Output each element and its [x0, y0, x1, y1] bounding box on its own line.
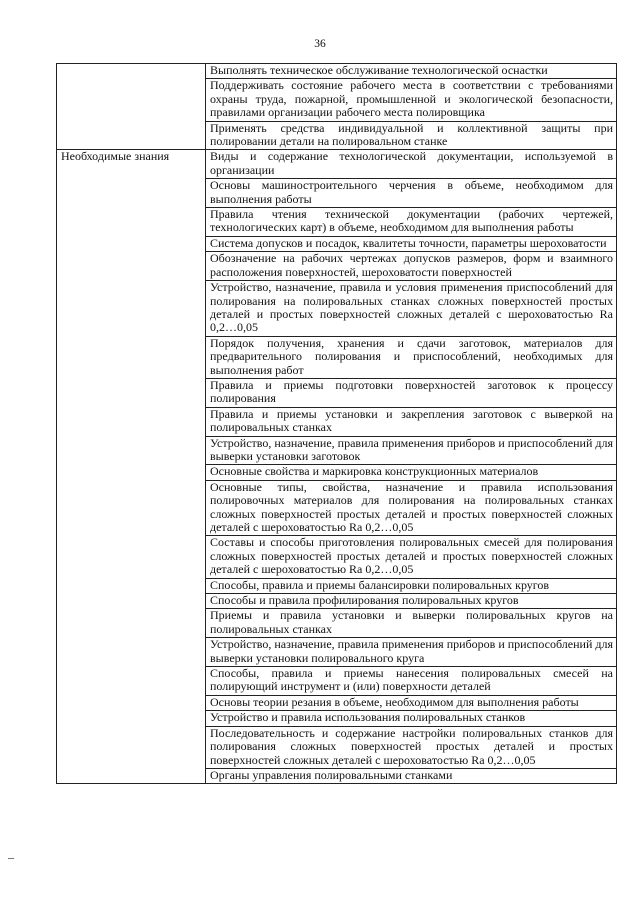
knowledge-item: Устройство, назначение, правила и условия применения приспособлений для полирования на полировальных станках сложных поверхностей простых деталей и простых поверхностей сложных деталей с шероховатостью Ra 0,2…0,05 [206, 281, 617, 337]
table-row [57, 64, 617, 79]
knowledge-item: Основные типы, свойства, назначение и правила использования полировочных материалов для полирования на полировальных станках сложных поверхностей простых деталей и простых поверхностей сложных деталей с шероховатостью Ra 0,2…0,05 [206, 480, 617, 536]
knowledge-item: Устройство и правила использования полировальных станков [206, 711, 617, 726]
knowledge-item: Основы теории резания в объеме, необходимом для выполнения работы [206, 695, 617, 710]
knowledge-item: Устройство, назначение, правила применения приборов и приспособлений для выверки установки заготовок [206, 436, 617, 465]
knowledge-item: Способы, правила и приемы нанесения полировальных смесей на полирующий инструмент и (или) поверхности деталей [206, 667, 617, 696]
knowledge-item: Основы машиностроительного черчения в объеме, необходимом для выполнения работы [206, 179, 617, 208]
scan-mark [8, 858, 14, 859]
knowledge-item: Способы, правила и приемы балансировки полировальных кругов [206, 578, 617, 593]
table-row [57, 150, 617, 179]
knowledge-item: Правила и приемы подготовки поверхностей заготовок к процессу полирования [206, 378, 617, 407]
knowledge-item: Органы управления полировальными станками [206, 768, 617, 783]
knowledge-item: Правила чтения технической документации (рабочих чертежей, технологических карт) в объеме, необходимом для выполнения работы [206, 208, 617, 237]
knowledge-label: Необходимые знания [57, 150, 206, 784]
table-cell: Поддерживать состояние рабочего места в соответствии с требованиями охраны труда, пожарной, промышленной и экологической безопасности, правилами организации рабочего места полировщика [206, 79, 617, 121]
empty-label-cell [57, 64, 206, 150]
qualification-table [56, 63, 617, 784]
knowledge-item: Правила и приемы установки и закрепления заготовок с выверкой на полировальных станках [206, 407, 617, 436]
table-cell: Применять средства индивидуальной и коллективной защиты при полировании детали на полировальном станке [206, 121, 617, 150]
knowledge-item: Виды и содержание технологической документации, используемой в организации [206, 150, 617, 179]
table-body [57, 64, 617, 784]
knowledge-item: Способы и правила профилирования полировальных кругов [206, 594, 617, 609]
knowledge-item: Порядок получения, хранения и сдачи заготовок, материалов для предварительного полирования и приспособлений, необходимых для выполнения работ [206, 336, 617, 378]
knowledge-item: Составы и способы приготовления полировальных смесей для полирования сложных поверхностей простых деталей и простых поверхностей сложных деталей с шероховатостью Ra 0,2…0,05 [206, 536, 617, 578]
knowledge-item: Приемы и правила установки и выверки полировальных кругов на полировальных станках [206, 609, 617, 638]
knowledge-item: Обозначение на рабочих чертежах допусков размеров, форм и взаимного расположения поверхностей, шероховатости поверхностей [206, 252, 617, 281]
knowledge-item: Система допусков и посадок, квалитеты точности, параметры шероховатости [206, 236, 617, 251]
knowledge-item: Устройство, назначение, правила применения приборов и приспособлений для выверки установки полировального круга [206, 638, 617, 667]
knowledge-item: Основные свойства и маркировка конструкционных материалов [206, 465, 617, 480]
page-number: 36 [314, 38, 326, 50]
table-cell: Выполнять техническое обслуживание технологической оснастки [206, 64, 617, 79]
knowledge-item: Последовательность и содержание настройки полировальных станков для полирования сложных поверхностей простых деталей и простых поверхностей сложных деталей с шероховатостью Ra 0,2…0,05 [206, 726, 617, 768]
